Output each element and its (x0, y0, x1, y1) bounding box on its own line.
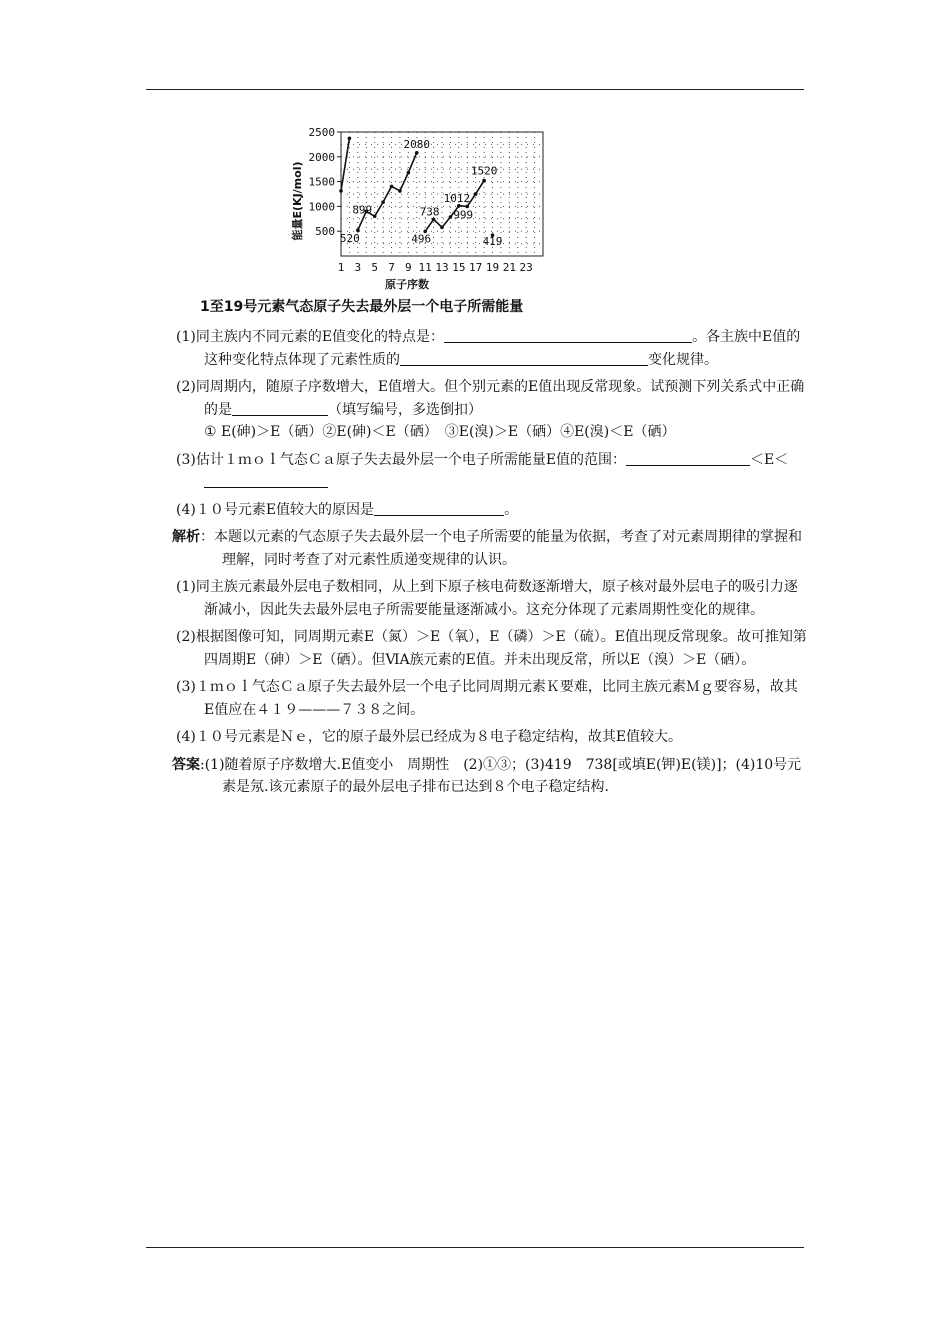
question-4 (176, 499, 808, 522)
x-tick-label: 19 (485, 261, 500, 274)
q1-text-b: 。各主族中E值的这种变化特点体现了元素性质的 (204, 329, 801, 368)
chart-series (339, 137, 494, 237)
data-point (407, 171, 411, 175)
q4-blank[interactable] (374, 501, 504, 516)
q3-text-b: ＜E＜ (750, 451, 789, 468)
q3-blank-2[interactable] (204, 473, 328, 488)
x-tick-label: 7 (388, 261, 395, 274)
question-3 (176, 449, 808, 494)
data-label: 419 (482, 235, 503, 249)
data-point (348, 137, 352, 141)
y-tick-label: 2000 (308, 150, 335, 164)
question-body (172, 326, 808, 804)
answer-block (172, 754, 808, 799)
header-rule (146, 89, 804, 90)
y-tick-label: 1500 (308, 175, 335, 189)
y-tick-label: 2500 (308, 126, 335, 139)
data-label: 899 (352, 203, 373, 217)
data-label: 1520 (470, 164, 498, 178)
analysis-2: (2)根据图像可知，同周期元素E（氮）＞E（氧），E（磷）＞E（硫）。E值出现反常现象。故可推知第四周期E（砷）＞E（硒）。但ⅥA族元素的E值。并未出现反常，所以E（溴）＞E（硒）。 (176, 629, 807, 668)
chart-grid (341, 132, 543, 256)
data-point (449, 215, 453, 219)
x-tick-label: 1 (337, 261, 345, 274)
x-tick-label: 5 (371, 261, 378, 274)
data-label: 999 (453, 208, 474, 222)
data-label: 1012 (443, 191, 471, 205)
y-tick-label: 1000 (308, 200, 335, 214)
y-axis-title: 能量E(KJ/mol) (291, 161, 304, 241)
analysis-intro (172, 526, 808, 571)
data-point (474, 192, 478, 196)
x-tick-label: 11 (418, 261, 432, 274)
data-label: 738 (419, 205, 440, 219)
x-tick-label: 17 (469, 261, 483, 274)
analysis-4: (4)１０号元素是Ｎｅ，它的原子最外层已经成为８电子稳定结构，故其E值较大。 (176, 729, 683, 745)
data-point (373, 214, 377, 218)
chart-caption: 1至19号元素气态原子失去最外层一个电子所需能量 (200, 299, 524, 315)
x-tick-label: 15 (452, 261, 466, 274)
x-tick-label: 23 (519, 261, 533, 274)
data-point (415, 151, 419, 155)
data-point (482, 179, 486, 183)
analysis-1: (1)同主族元素最外层电子数相同，从上到下原子核电荷数逐渐增大，原子核对最外层电子的吸引力逐渐减小，因此失去最外层电子所需要能量逐渐减小。这充分体现了元素周期性变化的规律。 (176, 579, 798, 618)
x-tick-label: 9 (405, 261, 412, 274)
q1-text-c: 变化规律。 (648, 351, 718, 368)
x-tick-label: 3 (354, 261, 362, 274)
q4-text-a: (4)１０号元素E值较大的原因是 (176, 501, 375, 518)
data-label: 2080 (403, 137, 430, 151)
data-point (440, 226, 444, 230)
q2-blank[interactable] (232, 401, 328, 416)
analysis-label: 解析 (172, 529, 200, 545)
data-point (339, 189, 343, 193)
answer-label: 答案 (172, 756, 200, 773)
y-tick-label: 500 (315, 225, 335, 239)
q2-text-b: （填写编号，多选倒扣） (328, 401, 482, 418)
data-point (398, 189, 402, 193)
answer-text: :(1)随着原子序数增大.E值变小 周期性 (2)①③；(3)419 738[或填E(钾)E(镁)]；(4)10号元素是氖.该元素原子的最外层电子排布已达到８个电子稳定结构. (200, 756, 802, 795)
chart-labels (340, 138, 503, 248)
data-label: 496 (411, 232, 432, 246)
footer-rule (146, 1247, 804, 1248)
q3-text-a: (3)估计１ｍｏｌ气态Ｃａ原子失去最外层一个电子所需能量E值的范围： (176, 451, 627, 468)
question-2 (176, 376, 808, 444)
analysis-3: (3)１ｍｏｌ气态Ｃａ原子失去最外层一个电子比同周期元素Ｋ要难，比同主族元素Ｍｇ要容易，故其E值应在４１９———７３８之间。 (176, 679, 798, 718)
q4-text-b: 。 (504, 501, 519, 518)
q2-text-a: (2)同周期内，随原子序数增大，E值增大。但个别元素的E值出现反常现象。试预测下列关系式中正确的是 (176, 379, 805, 418)
x-axis-title: 原子序数 (385, 278, 429, 291)
series-line (341, 138, 349, 191)
q1-text-a: (1)同主族内不同元素的E值变化的特点是： (176, 329, 445, 345)
q3-blank-1[interactable] (626, 451, 750, 466)
q1-blank-1[interactable] (444, 328, 692, 343)
x-tick-label: 13 (435, 261, 449, 274)
q2-options: ① E(砷)＞E（硒）②E(砷)＜E（硒） ③E(溴)＞E（硒）④E(溴)＜E（硒） (204, 424, 676, 440)
data-point (381, 200, 385, 204)
x-tick-label: 21 (502, 261, 516, 274)
question-1 (176, 326, 808, 371)
analysis-intro-text: ：本题以元素的气态原子失去最外层一个电子所需要的能量为依据，考查了对元素周期律的掌握和理解，同时考查了对元素性质递变规律的认识。 (200, 529, 802, 568)
data-label: 520 (339, 232, 360, 246)
q1-blank-2[interactable] (400, 351, 648, 366)
ionization-energy-chart (285, 124, 555, 294)
data-point (390, 185, 394, 189)
